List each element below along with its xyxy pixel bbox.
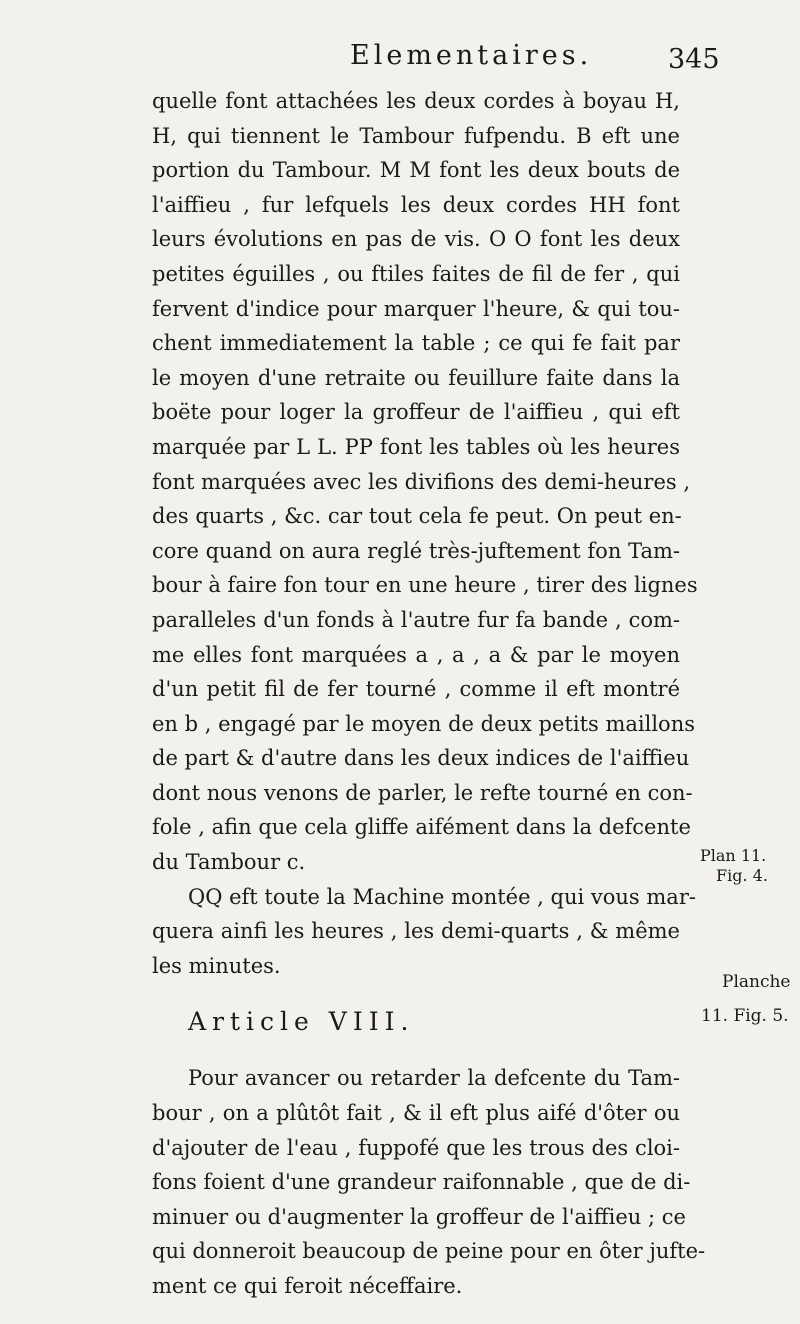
- text-line: bour , on a plûtôt fait , & il eft plus aifé d'ôter ou: [152, 1101, 680, 1126]
- text-line: les minutes.: [152, 953, 281, 978]
- text-line: paralleles d'un fonds à l'autre fur fa bande , com-: [152, 607, 680, 632]
- text-line: fons foient d'une grandeur raifonnable , que de di-: [152, 1170, 691, 1195]
- text-line: boëte pour loger la groffeur de l'aiffieu , qui eft: [152, 400, 680, 425]
- text-line: qui donneroit beaucoup de peine pour en ôter jufte-: [152, 1239, 706, 1264]
- text-line: du Tambour c.: [152, 850, 306, 875]
- margin-note-fig: Fig. 4.: [716, 866, 768, 885]
- text-line: d'un petit fil de fer tourné , comme il eft montré: [152, 677, 680, 702]
- text-line: portion du Tambour. M M font les deux bouts de: [152, 158, 680, 183]
- text-line: le moyen d'une retraite ou feuillure faite dans la: [152, 365, 680, 390]
- margin-note-planche: Planche: [722, 972, 791, 992]
- text-line: bour à faire fon tour en une heure , tirer des lignes: [152, 573, 698, 598]
- text-line: de part & d'autre dans les deux indices de l'aiffieu: [152, 746, 690, 771]
- text-line: marquée par L L. PP font les tables où les heures: [152, 434, 680, 459]
- text-line: petites éguilles , ou ftiles faites de fil de fer , qui: [152, 261, 680, 286]
- text-line: dont nous venons de parler, le refte tourné en con-: [152, 780, 693, 805]
- margin-note-plan: Plan 11.: [700, 846, 767, 865]
- text-line: des quarts , &c. car tout cela fe peut. On peut en-: [152, 504, 682, 529]
- text-line: en b , engagé par le moyen de deux petits maillons: [152, 711, 696, 736]
- text-line: font marquées avec les divifions des demi-heures ,: [152, 469, 691, 494]
- text-line: QQ eft toute la Machine montée , qui vous mar-: [188, 884, 696, 909]
- text-line: quera ainfi les heures , les demi-quarts , & même: [152, 919, 680, 944]
- text-line: l'aiffieu , fur lefquels les deux cordes HH font: [152, 192, 680, 217]
- article-heading: Article VIII.: [188, 1007, 415, 1037]
- page-text: [152, 84, 706, 1304]
- text-line: quelle font attachées les deux cordes à boyau H,: [152, 89, 680, 113]
- running-title: Elementaires.: [350, 40, 593, 71]
- page-number: 345: [668, 44, 720, 75]
- text-line: d'ajouter de l'eau , fuppofé que les trous des cloi-: [152, 1135, 680, 1160]
- text-line: H, qui tiennent le Tambour fufpendu. B eft une: [152, 123, 680, 148]
- text-line: fole , afin que cela gliffe aifément dans la defcente: [152, 815, 691, 840]
- text-line: fervent d'indice pour marquer l'heure, & qui tou-: [152, 296, 680, 321]
- text-line: core quand on aura reglé très-juftement fon Tam-: [152, 538, 680, 563]
- text-line: me elles font marquées a , a , a & par le moyen: [152, 642, 680, 667]
- text-line: ment ce qui feroit néceffaire.: [152, 1274, 463, 1298]
- margin-note-planche-fig: 11. Fig. 5.: [701, 1006, 789, 1026]
- text-line: Pour avancer ou retarder la defcente du Tam-: [188, 1066, 680, 1091]
- text-line: leurs évolutions en pas de vis. O O font les deux: [152, 227, 680, 252]
- text-line: chent immediatement la table ; ce qui fe fait par: [152, 331, 680, 356]
- text-line: minuer ou d'augmenter la groffeur de l'aiffieu ; ce: [152, 1204, 686, 1229]
